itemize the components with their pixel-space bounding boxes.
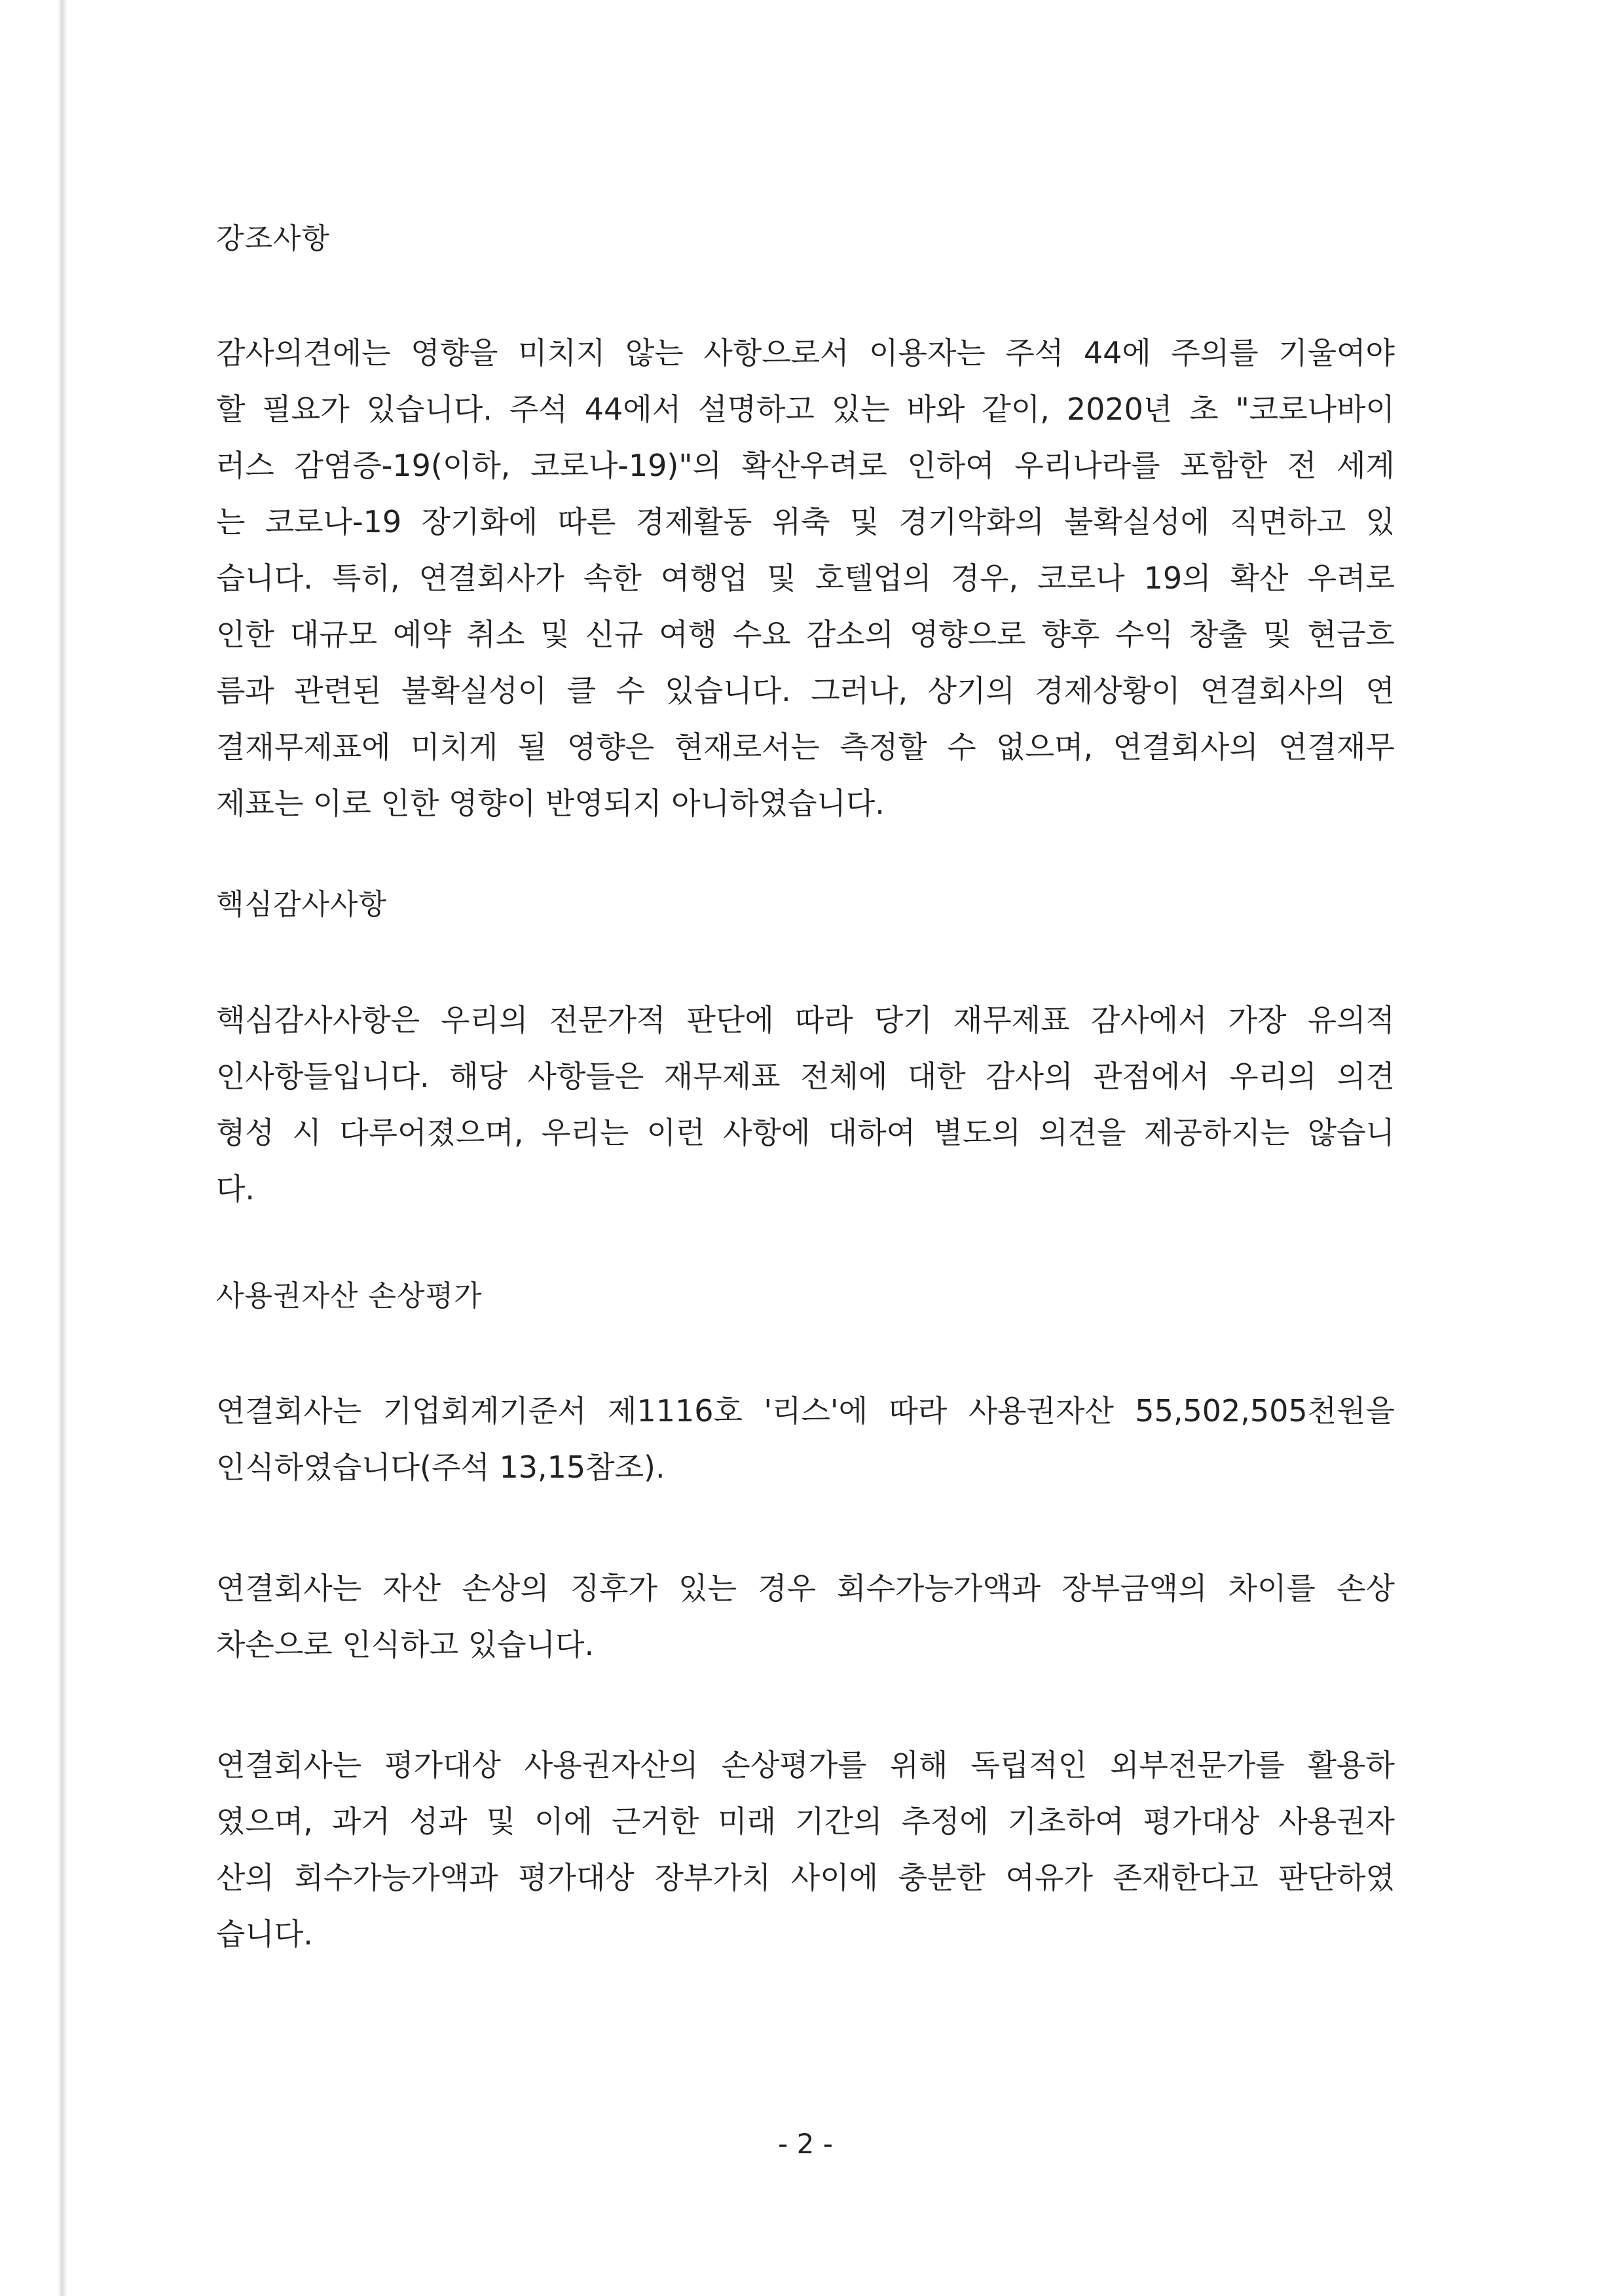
impairment-paragraph-1 [216, 1383, 1395, 1495]
paragraph-line: 러스 감염증-19(이하, 코로나-19)"의 확산우려로 인하여 우리나라를 포함한 전 세계 [216, 448, 1395, 483]
document-page [216, 0, 1395, 2296]
impairment-paragraph-3 [216, 1737, 1395, 1962]
paragraph-line: 결재무제표에 미치게 될 영향은 현재로서는 측정할 수 없으며, 연결회사의 연결재무 [216, 729, 1395, 765]
paragraph-line: 습니다. [216, 1916, 313, 1952]
paragraph-line: 핵심감사사항은 우리의 전문가적 판단에 따라 당기 재무제표 감사에서 가장 유의적 [216, 1002, 1395, 1038]
paragraph-line: 산의 회수가능가액과 평가대상 장부가치 사이에 충분한 여유가 존재한다고 판단하였 [216, 1860, 1395, 1895]
paragraph-line: 차손으로 인식하고 있습니다. [216, 1627, 595, 1662]
section-heading-right-of-use-impairment: 사용권자산 손상평가 [216, 1279, 483, 1313]
scan-edge-shadow [58, 0, 67, 2296]
paragraph-line: 름과 관련된 불확실성이 클 수 있습니다. 그러나, 상기의 경제상황이 연결회사의 연 [216, 673, 1395, 708]
paragraph-line: 감사의견에는 영향을 미치지 않는 사항으로서 이용자는 주석 44에 주의를 기울여야 [216, 335, 1395, 371]
impairment-paragraph-2 [216, 1560, 1395, 1673]
paragraph-line: 인한 대규모 예약 취소 및 신규 여행 수요 감소의 영향으로 향후 수익 창출 및 현금흐 [216, 617, 1395, 652]
paragraph-line: 제표는 이로 인한 영향이 반영되지 아니하였습니다. [216, 786, 885, 821]
paragraph-line: 인사항들입니다. 해당 사항들은 재무제표 전체에 대한 감사의 관점에서 우리의 의견 [216, 1059, 1395, 1094]
paragraph-line: 연결회사는 평가대상 사용권자산의 손상평가를 위해 독립적인 외부전문가를 활용하 [216, 1747, 1395, 1783]
paragraph-line: 연결회사는 기업회계기준서 제1116호 '리스'에 따라 사용권자산 55,502,505천원을 [216, 1393, 1395, 1429]
paragraph-line: 는 코로나-19 장기화에 따른 경제활동 위축 및 경기악화의 불확실성에 직면하고 있 [216, 504, 1395, 539]
paragraph-line: 인식하였습니다(주석 13,15참조). [216, 1449, 665, 1485]
emphasis-paragraph [216, 325, 1395, 831]
section-heading-emphasis: 강조사항 [216, 222, 331, 255]
paragraph-line: 형성 시 다루어졌으며, 우리는 이런 사항에 대하여 별도의 의견을 제공하지는 않습니 [216, 1115, 1395, 1150]
paragraph-line: 다. [216, 1171, 255, 1207]
key-audit-paragraph [216, 992, 1395, 1217]
paragraph-line: 였으며, 과거 성과 및 이에 근거한 미래 기간의 추정에 기초하여 평가대상 사용권자 [216, 1804, 1395, 1839]
paragraph-line: 할 필요가 있습니다. 주석 44에서 설명하고 있는 바와 같이, 2020년 초 "코로나바이 [216, 392, 1395, 427]
page-number: - 2 - [778, 2128, 833, 2160]
paragraph-line: 습니다. 특히, 연결회사가 속한 여행업 및 호텔업의 경우, 코로나 19의 확산 우려로 [216, 560, 1395, 596]
paragraph-line: 연결회사는 자산 손상의 징후가 있는 경우 회수가능가액과 장부금액의 차이를 손상 [216, 1571, 1395, 1606]
section-heading-key-audit-matters: 핵심감사사항 [216, 888, 388, 921]
